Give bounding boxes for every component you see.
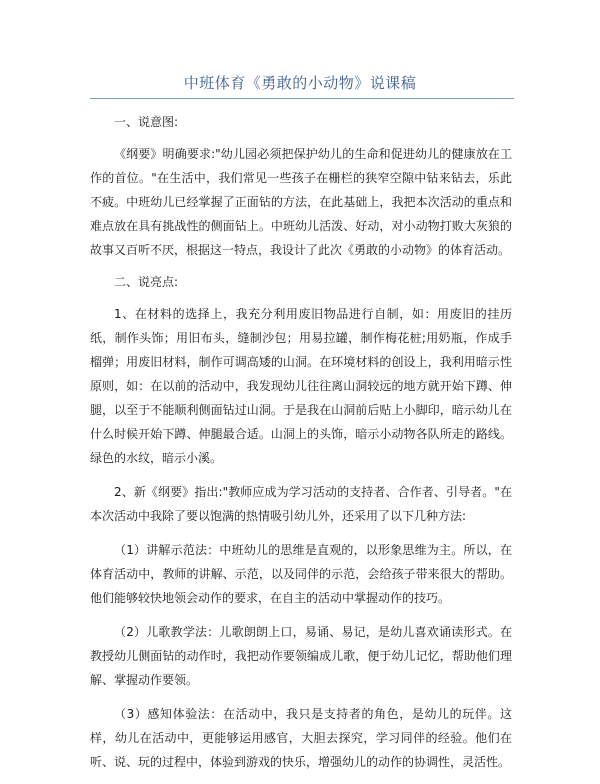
section-heading: 二、说亮点:	[114, 275, 179, 289]
section-heading: 一、说意图:	[114, 115, 179, 129]
paragraph: （2）儿歌教学法：儿歌朗朗上口，易诵、易记，是幼儿喜欢诵读形式。在教授幼儿侧面钻的动作时，我把动作要领编成儿歌，便于幼儿记忆，帮助他们理解、掌握动作要领。	[90, 625, 512, 687]
paragraph: 2、新《纲要》指出:"教师应成为学习活动的支持者、合作者、引导者。"在本次活动中我除了要以饱满的热情吸引幼儿外，还采用了以下几种方法:	[90, 485, 512, 523]
document-title: 中班体育《勇敢的小动物》说课稿	[183, 74, 417, 92]
document-body	[90, 112, 512, 784]
paragraph: 1、在材料的选择上，我充分利用废旧物品进行自制，如：用废旧的挂历纸，制作头饰；用旧布头，缝制沙包；用易拉罐，制作梅花桩;用奶瓶，作成手榴弹；用废旧材料，制作可调高矮的山洞。在环境材料的创设上，我利用暗示性原则，如：在以前的活动中，我发现幼儿往往离山洞较远的地方就开始下蹲、伸腿，以至于不能顺利侧面钻过山洞。于是我在山洞前后贴上小脚印，暗示幼儿在什么时候开始下蹲、伸腿最合适。山洞上的头饰，暗示小动物各队所走的路线。绿色的水纹，暗示小溪。	[90, 307, 512, 465]
paragraph: 《纲要》明确要求:"幼儿园必须把保护幼儿的生命和促进幼儿的健康放在工作的首位。"在生活中，我们常见一些孩子在栅栏的狭窄空隙中钻来钻去，乐此不疲。中班幼儿已经掌握了正面钻的方法，在此基础上，我把本次活动的重点和难点放在具有挑战性的侧面钻上。中班幼儿活泼、好动，对小动物打败大灰狼的故事又百听不厌，根据这一特点，我设计了此次《勇敢的小动物》的体育活动。	[90, 147, 512, 257]
title-underline	[90, 98, 514, 99]
paragraph: （3）感知体验法：在活动中，我只是支持者的角色，是幼儿的玩伴。这样，幼儿在活动中，更能够运用感官，大胆去探究，学习同伴的经验。他们在听、说、玩的过程中，体验到游戏的快乐，增强幼儿的动作的协调性，灵活性。	[90, 707, 512, 769]
paragraph: （1）讲解示范法：中班幼儿的思维是直观的，以形象思维为主。所以，在体育活动中，教师的讲解、示范，以及同伴的示范，会给孩子带来很大的帮助。他们能够较快地领会动作的要求，在自主的活动中掌握动作的技巧。	[90, 543, 512, 605]
